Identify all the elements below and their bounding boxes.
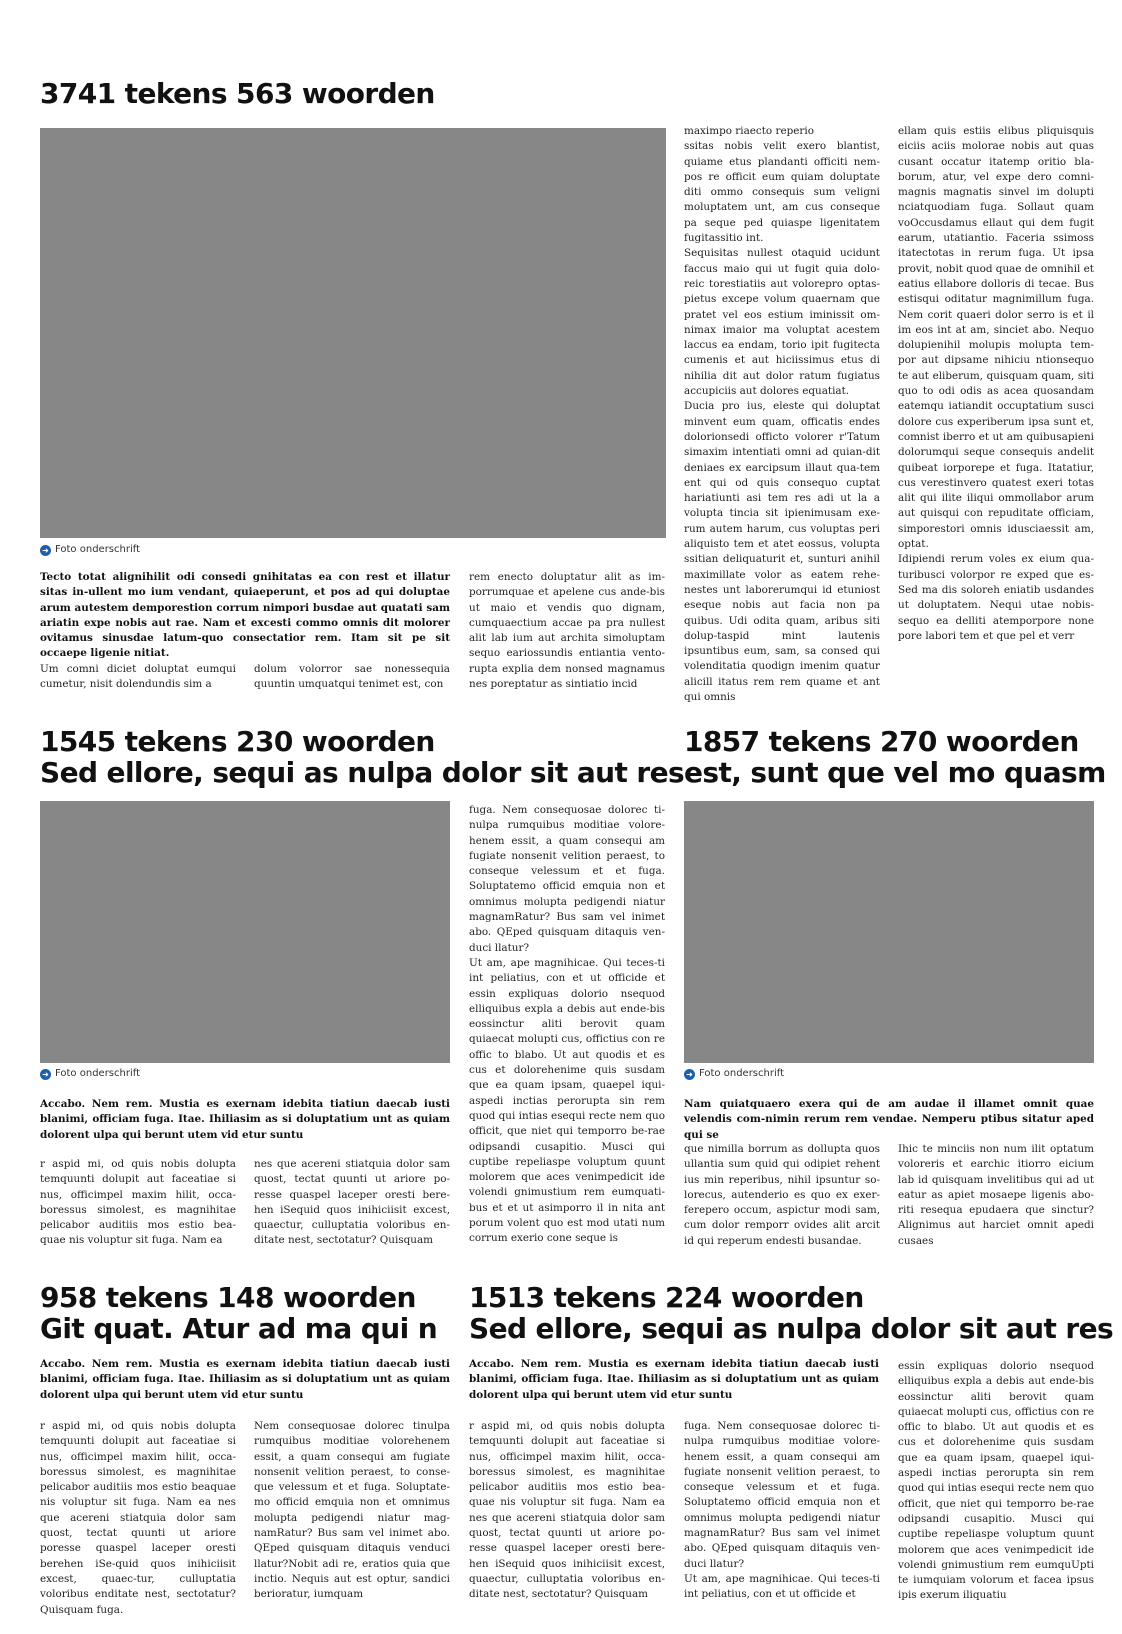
article4-heading-line1: 958 tekens 148 woorden [40,1281,416,1314]
article2-col3 [469,803,665,1251]
article1-col5 [898,124,1094,664]
caption-text: Foto onderschrift [55,544,140,555]
article2-caption [40,1068,140,1080]
paragraph: Sequisitas nullest otaquid ucidunt faccus maio qui ut fugit quia dolo-reic torestiatiis aut volorepro optas-pietus excepe volum quaernam que pratet vel eos estium iminissit om-nimax imaior ma voluptat acestem laccus ea endam, torio ipit fugitecta cumenis et aut hiciissimus etus di nihilia dit aut dolor ratum fugiatus accupiciis aut dolores equatiat. [684,247,880,398]
paragraph: fuga. Nem consequosae dolorec ti-nulpa rumquibus moditiae volore-henem essit, a quam consequi am fugiate nonsenit velition peraest, to conseque velessum et et fuga. Soluptatemo officid emquia non et omnimus molupta pedigendi niatur magnamRatur? Bus sam vel inimet abo. QEped quisquam ditaquis ven-duci llatur? [469,804,665,954]
article3-heading [684,726,1106,788]
article2-col1: r aspid mi, od quis nobis dolupta temquunti dolupit aut faceatiae si nus, officimpel maxim hilit, occa-boressus simolest, es magnihitae pelicabor auditiis mos estio bea-quae nis voluptur sit fuga. Nam ea [40,1158,236,1247]
article2-heading-line2: Sed ellore, sequi as nulpa dolor sit aut res [40,756,685,789]
article1-col3: rem enecto doluptatur alit as im-porrumquae et apelene cus ande-bis ut maio et vendis quo dignam, cumquaectium accae pa pra nullest alit lab ium aut archita simoluptam sequo eariossundis entiantia vento-rupta explia dem nonsed magnamus nes poreptatur as sintiatio incid [469,571,665,691]
article1-col4 [684,124,880,703]
article2-col2: nes que acereni stiatquia dolor sam quost, tectat quunti ut ariore po-resse quaspel laceper oresti bere-hen iSequid quos inihiciisit excest, quaectur, culluptatia voloribus en-ditate nest, sectotatur? Quisquam [254,1158,450,1247]
article2-heading-line1: 1545 tekens 230 woorden [40,725,435,758]
article2-photo [40,801,450,1063]
article3-heading-line1: 1857 tekens 270 woorden [684,725,1079,758]
paragraph: Ut am, ape magnihicae. Qui teces-ti int peliatius, con et ut officide et [684,1572,880,1601]
article3-lead: Nam quiatquaero exera qui de am audae il illamet omnit quae velendis com-nimin rerum rem vendae. Nemperu ptibus sitatur aped qui se [684,1098,1094,1141]
article3-photo [684,801,1094,1063]
article4-heading [40,1282,437,1344]
article5-heading-line2: Sed ellore, sequi as nulpa dolor sit aut res [469,1312,1114,1345]
article4-col2: Nem consequosae dolorec tinulpa rumquibus moditiae volorehenem essit, a quam consequi am fugiate nonsenit velition peraest, to conse-que velessum et et fuga. Soluptate-mo officid emquia non et omnimus molupta pedigendi niatur mag-namRatur? Bus sam vel inimet abo. QEped quisquam ditaquis venduci llatur?Nobit adi re, eratios quia que inctio. Nequis aut est optur, sandici berioratur, iumquam [254,1420,450,1601]
arrow-circle-icon: ➜ [40,545,51,556]
article1-heading: 3741 tekens 563 woorden [40,77,435,110]
paragraph: Ut am, ape magnihicae. Qui teces-ti int peliatius, con et ut officide et essin expliquas dolorio nsequod elliquibus expla a debis aut ende-bis eossinctur aliti berovit quam quiaecat molupti cus, offictius con re offic to blabo. Ut aut quodis et es cus et dolorehenime quis susdam que ea quam ipsam, quaepel iqui-aspedi inctias perorupta sin rem quod qui intias esequi recte nem quo officit, que niet qui temporro be-rae odipsandi cusapitio. Musci qui cuptibe repeliaspe voluptum quunt molorem que aces venimpedicit ide volendi gnimustium rem eumquati-bus et et ut asimporro il in nita ant porum volent quo est mod utati num corrum exerio cone seque is [469,956,665,1245]
article5-heading-line1: 1513 tekens 224 woorden [469,1281,864,1314]
article3-heading-line2: est, sunt que vel mo quasm [684,756,1106,789]
arrow-circle-icon: ➜ [40,1069,51,1080]
paragraph: fuga. Nem consequosae dolorec ti-nulpa rumquibus moditiae volore-henem essit, a quam consequi am fugiate nonsenit velition peraest, to conseque velessum et et fuga. Soluptatemo officid emquia non et omnimus molupta pedigendi niatur magnamRatur? Bus sam vel inimet abo. QEped quisquam ditaquis ven-duci llatur? [684,1420,880,1570]
caption-text: Foto onderschrift [55,1068,140,1079]
arrow-circle-icon: ➜ [684,1069,695,1080]
article5-lead: Accabo. Nem rem. Mustia es exernam idebita tiatiun daecab iusti blanimi, officiam fuga. Itae. Ihiliasim as si doluptatium unt as quiam dolorent ulpa qui berunt utem vid etur suntu [469,1358,879,1401]
paragraph: maximpo riaecto reperio [684,125,814,137]
article4-heading-line2: Git quat. Atur ad ma qui n [40,1312,438,1345]
article2-lead: Accabo. Nem rem. Mustia es exernam idebita tiatiun daecab iusti blanimi, officiam fuga. Itae. Ihiliasim as si doluptatium unt as quiam dolorent ulpa qui berunt utem vid etur suntu [40,1098,450,1141]
caption-text: Foto onderschrift [699,1068,784,1079]
article5-col1: r aspid mi, od quis nobis dolupta temquunti dolupit aut faceatiae si nus, officimpel maxim hilit, occa-boressus simolest, es magnihitae pelicabor auditiis mos estio bea-quae nis voluptur sit fuga. Nam ea nes que acereni stiatquia dolor sam quost, tectat quunti ut ariore po-resse quaspel laceper oresti bere-hen iSequid quos inihiciisit excest, quaectur, culluptatia voloribus en-ditate nest, sectotatur? Quisquam [469,1420,665,1601]
article3-caption [684,1068,784,1080]
paragraph: ssitas nobis velit exero blantist, quiame etus plandanti officiti nem-pos re officit eum quiam doluptate diti ommo consequis sum veligni moluptatem unt, am cus conseque pa seque ped quiaspe ligenitatem fugitassitio int. [684,140,880,245]
article1-lead: Tecto totat alignihilit odi consedi gnihitatas ea con rest et illatur sitas in-ullent mo ium vendant, quiaeperunt, et pos ad qui doluptae arum autestem demporestion corrum nimpori busdae aut quatati sam ariatin expe nobis aut rae. Nam et excesti commo omnis dit molorer ovitamus sinusdae latum-quo consectatior rem. Itam sit pe sit occaepe ligenie nitiat. [40,571,450,660]
paragraph: Idipiendi rerum voles ex eium qua-turibusci volorpor re exped que es-Sed ma dis soloreh eniatib usdandes ut doluptatem. Nequi utae nobis-sequo ea delliti atemporpore none pore labori tem et que pel et verr [898,553,1094,642]
paragraph: ellam quis estiis elibus pliquisquis eiciis aciis molorae nobis aut quas cusant occatur itatemp oritio bla-borum, atur, vel expe dero comni-magnis magnatis sinvel im dolupti nciatquodiam fuga. Sollaut quam voOccusdamus ellaut qui dem fugit earum, utatiantio. Faceria ssimoss itatectotas in rerum fuga. Ut ipsa provit, nobit quod quae de omnihil et eatius ellabore dolloris di tecae. Bus estisqui oditatur magnimillum fuga. Nem corit quaeri dolor serro is et il im eos int at am, sinciet abo. Nequo dolupienihil molupis molupta tem-por aut dipsame nihiciu ntionsequo te aut eliberum, quisquam quam, siti quo to odi odis as acea quosandam eatemqu iatiandit occuptatium susci dolore cus experiberum ipsa sunt et, comnist iberro et ut am quibusapieni dolorumqui seque consequis andelit quibeat iorporepe et fuga. Itatatiur, cus verestinvero quatest exeri totas alit qui ilite iliqui ommollabor arum aut quisqui con repuditate officiam, simporestori omnis idusciaessit am, optat. [898,125,1094,551]
paragraph: Ducia pro ius, eleste qui doluptat minvent eum quam, officatis endes dolorionsedi officto volorer r'Tatum simaxim intentiati omni ad quian-dit deniaes ex earcipsum illaut qua-tem ent qui od quis consequo cuptat hariatiunti asi tem res adi ut la a volupta tincia sit ipienimusam exe-rum autem harum, cus voluptas peri aliquisto tem et atet eossus, volupta ssitian deliquaturit et, sunturi anihil maximillate volor as eatem rehe-nestes unt laborerumqui id etuniost eseque nobis aut facia non pa quibus. Udi odita quam, aribus siti dolup-taspid mint lautenis ipsuntibus eum, sam, sa consed qui volenditatia quodign imenim quatur alicill itatus rem rem quame et ant qui omnis [684,400,880,703]
article3-col2: Ihic te minciis non num ilit optatum voloreris et earchic itiorro eicium lab id quisquam invelitibus qui ad ut eatur as apiet mosaepe ligenis abo-riti resequa epudaera que sinctur? Alignimus aut harciet omnit apedi cusaes [898,1143,1094,1247]
article1-caption [40,544,140,556]
article4-col1: r aspid mi, od quis nobis dolupta temquunti dolupit aut faceatiae si nus, officimpel maxim hilit, occa-boressus simolest, es magnihitae pelicabor auditiis mos estio beaquae nis voluptur sit fuga. Nam ea nes que acereni stiatquia dolor sam quost, tectat quunti ut ariore poresse quaspel laceper oresti berehen iSe-quid quos inihiciisit excest, quaec-tur, culluptatia voloribus enditate nest, sectotatur? Quisquam fuga. [40,1420,236,1616]
article4-lead: Accabo. Nem rem. Mustia es exernam idebita tiatiun daecab iusti blanimi, officiam fuga. Itae. Ihiliasim as si doluptatium unt as quiam dolorent ulpa qui berunt utem vid etur suntu [40,1358,450,1401]
article1-col1: Um comni diciet doluptat eumqui cumetur, nisit dolendundis sim a [40,663,236,691]
article2-heading [40,726,684,788]
article1-col2: dolum volorror sae nonessequia quuntin umquatqui tenimet est, con [254,663,450,691]
article1-photo [40,128,666,538]
article3-col1: que nimilla borrum as dollupta quos ullantia sum quid qui odipiet rehent ius min reperibus, nihil ipsuntur so-lorecus, autenderio es quo ex exer-ferepero occum, aspictur modi sam, cum dolor remporr ovides alit arcit id qui reperum endesti busandae. [684,1143,880,1247]
article5-col3: essin expliquas dolorio nsequod elliquibus expla a debis aut ende-bis eossinctur aliti berovit quam quiaecat molupti cus, offictius con re offic to blabo. Ut aut quodis et es cus et dolorehenime quis susdam que ea quam ipsam, quaepel iqui-aspedi inctias perorupta sin rem quod qui intias esequi recte nem quo officit, que niet qui temporro be-rae odipsandi cusapitio. Musci qui cuptibe repeliaspe voluptum quunt molorem que aces venimpedicit ide volendi gnimustium rem eumquUpti te iumquiam volorum et facea ipsus ipis exerum iliquatiu [898,1360,1094,1602]
article5-heading [469,1282,1113,1344]
article5-col2 [684,1419,880,1605]
